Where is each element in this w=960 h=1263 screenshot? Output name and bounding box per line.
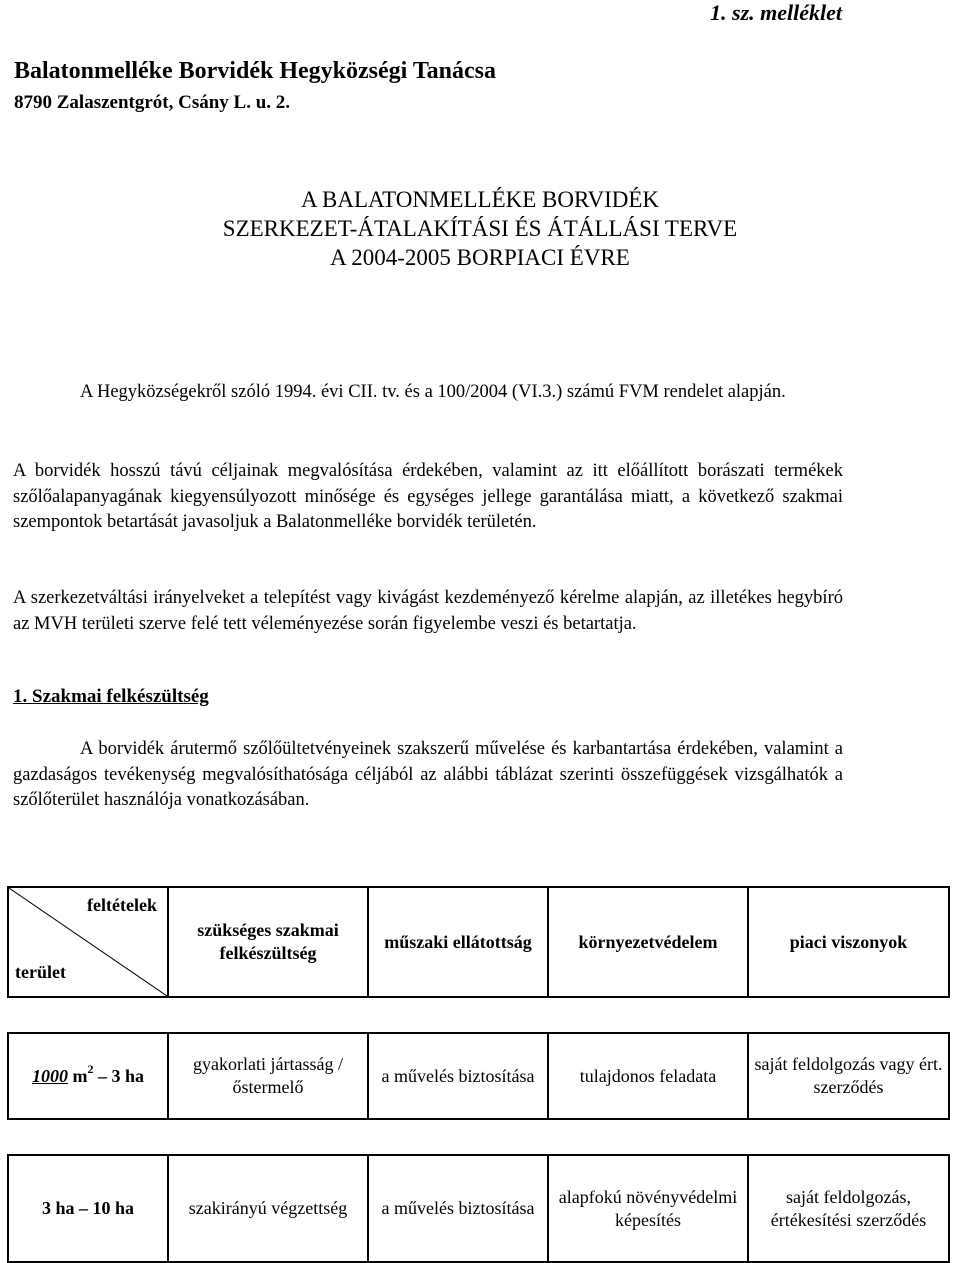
header-cell: szükséges szakmai felkészültség <box>168 887 368 997</box>
area-cell: 1000 $m^2 - 3$ ha <box>8 1033 168 1119</box>
area-cell: 3 ha – 10 ha <box>8 1155 168 1262</box>
table-spacer-row <box>8 1119 949 1155</box>
purpose-paragraph: A borvidék hosszú távú céljainak megvalósítása érdekében, valamint az itt előállított borászati termékek szőlőalapanyagának kiegyensúlyozott minősége és egységes jellege garantálása miatt, a következő szakmai szempontok betartását javasoljuk a Balatonmelléke borvidék területén. <box>13 461 843 532</box>
corner-header-cell <box>8 887 168 997</box>
header-cell: piaci viszonyok <box>748 887 949 997</box>
title-line-1: A BALATONMELLÉKE BORVIDÉK <box>300 187 660 212</box>
table-cell: alapfokú növényvédelmi képesítés <box>548 1155 748 1262</box>
organization-address: 8790 Zalaszentgrót, Csány L. u. 2. <box>14 92 291 113</box>
table-header-row <box>8 887 949 997</box>
corner-bottom-label: terület <box>15 962 66 982</box>
document-title <box>0 185 960 272</box>
table-cell: tulajdonos feladata <box>548 1033 748 1119</box>
table-cell: saját feldolgozás, értékesítési szerződés <box>748 1155 949 1262</box>
section-heading: 1. Szakmai felkészültség <box>13 686 209 707</box>
table-row <box>8 1155 949 1262</box>
organization-name: Balatonmelléke Borvidék Hegyközségi Tanácsa <box>14 58 497 84</box>
header-cell: műszaki ellátottság <box>368 887 548 997</box>
title-line-3: A 2004-2005 BORPIACI ÉVRE <box>330 245 630 270</box>
corner-top-label: feltételek <box>87 895 157 915</box>
table-row <box>8 1033 949 1119</box>
legal-basis-paragraph: A Hegyközségekről szóló 1994. évi CII. tv. és a 100/2004 (VI.3.) számú FVM rendelet alapján. <box>80 382 786 402</box>
table-cell: saját feldolgozás vagy ért. szerződés <box>748 1033 949 1119</box>
table-cell: a művelés biztosítása <box>368 1155 548 1262</box>
section-paragraph: A borvidék árutermő szőlőültetvényeinek szakszerű művelése és karbantartása érdekében, valamint a gazdaságos tevékenység megvalósíthatósága céljából az alábbi táblázat szerinti összefüggések vizsgálhatók a szőlőterület használója vonatkozásában. <box>13 739 843 810</box>
table-cell: szakirányú végzettség <box>168 1155 368 1262</box>
table-cell: gyakorlati jártasság / őstermelő <box>168 1033 368 1119</box>
table-cell: a művelés biztosítása <box>368 1033 548 1119</box>
guideline-paragraph: A szerkezetváltási irányelveket a telepítést vagy kivágást kezdeményező kérelme alapján, az illetékes hegybíró az MVH területi szerve felé tett véleményezése során figyelembe veszi és betartatja. <box>13 588 843 634</box>
requirements-table <box>7 886 950 1263</box>
header-cell: környezetvédelem <box>548 887 748 997</box>
annex-label: 1. sz. melléklet <box>710 0 842 25</box>
table-spacer-row <box>8 997 949 1033</box>
title-line-2: SZERKEZET-ÁTALAKÍTÁSI ÉS ÁTÁLLÁSI TERVE <box>222 216 738 241</box>
